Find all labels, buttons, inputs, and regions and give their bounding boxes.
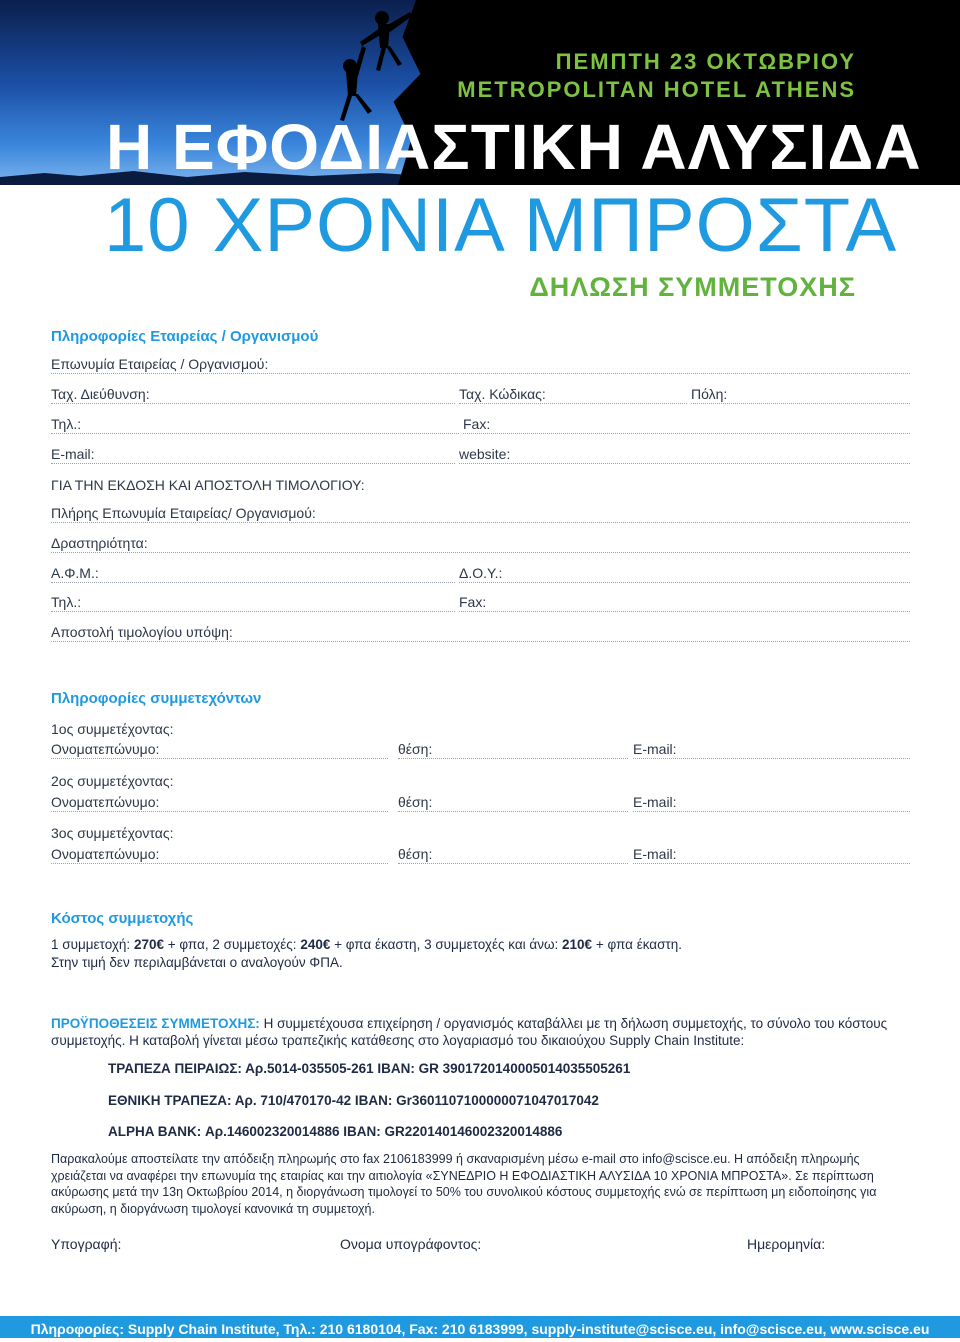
fax-field[interactable] xyxy=(463,416,910,434)
cost-text-3: + φπα έκαστη, 3 συμμετοχές και άνω: xyxy=(330,937,563,952)
fax2-label: Fax: xyxy=(459,594,487,610)
fax-line xyxy=(463,433,910,434)
email-line xyxy=(51,463,455,464)
vat-note: Στην τιμή δεν περιλαμβάνεται ο αναλογούν ΦΠΑ. xyxy=(51,955,343,970)
postal-code-line xyxy=(459,403,687,404)
tax-office-line xyxy=(459,582,910,583)
bank-national: ΕΘΝΙΚΗ ΤΡΑΠΕΖΑ: Αρ. 710/470170-42 IBAN: Gr3601107100000071047017042 xyxy=(108,1093,599,1108)
participant-position-line xyxy=(398,811,628,812)
form-title: ΔΗΛΩΣΗ ΣΥΜΜΕΤΟΧΗΣ xyxy=(529,272,856,302)
signer-name-label: Ονομα υπογράφοντος: xyxy=(340,1236,482,1252)
activity-field[interactable] xyxy=(51,535,910,553)
city-field[interactable] xyxy=(691,386,910,404)
participant-2-email-field[interactable] xyxy=(633,794,910,812)
participant-position-label: θέση: xyxy=(398,794,433,810)
participant-position-label: θέση: xyxy=(398,846,433,862)
participant-name-label: Ονοματεπώνυμο: xyxy=(51,794,160,810)
invoice-heading: ΓΙΑ ΤΗΝ ΕΚΔΟΣΗ ΚΑΙ ΑΠΟΣΤΟΛΗ ΤΙΜΟΛΟΓΙΟΥ: xyxy=(51,477,365,493)
participant-name-line xyxy=(51,758,388,759)
vat-field[interactable] xyxy=(51,565,455,583)
conditions-paragraph xyxy=(51,1015,911,1049)
invoice-attention-line xyxy=(51,641,910,642)
participant-email-line xyxy=(633,758,910,759)
city-line xyxy=(691,403,910,404)
company-section-title: Πληροφορίες Εταιρείας / Οργανισμού xyxy=(51,328,319,345)
participants-section-title: Πληροφορίες συμμετεχόντων xyxy=(51,690,262,707)
postal-code-field[interactable] xyxy=(459,386,687,404)
website-field[interactable] xyxy=(459,446,910,464)
vat-label: Α.Φ.Μ.: xyxy=(51,565,99,581)
participant-1-email-field[interactable] xyxy=(633,741,910,759)
participant-3-name-field[interactable] xyxy=(51,846,388,864)
participant-1-name-field[interactable] xyxy=(51,741,388,759)
cost-price-2: 240€ xyxy=(300,937,331,952)
bank-alpha: ALPHA BANK: Αρ.146002320014886 IBAN: GR220140146002320014886 xyxy=(108,1124,563,1139)
address-label: Ταχ. Διεύθυνση: xyxy=(51,386,150,402)
fax2-line xyxy=(459,611,910,612)
postal-code-label: Ταχ. Κώδικας: xyxy=(459,386,546,402)
website-label: website: xyxy=(459,446,511,462)
activity-label: Δραστηριότητα: xyxy=(51,535,148,551)
website-line xyxy=(459,463,910,464)
cost-text-1: 1 συμμετοχή: xyxy=(51,937,134,952)
cost-price-1: 270€ xyxy=(133,937,164,952)
date-label: Ημερομηνία: xyxy=(747,1236,826,1252)
address-field[interactable] xyxy=(51,386,455,404)
payment-notes: Παρακαλούμε αποστείλατε την απόδειξη πληρωμής στο fax 2106183999 ή σκαναρισμένη μέσω e-mail στο info@scisce.eu. Η απόδειξη πληρωμής χρειάζεται να αναφέρει την επωνυμία της εταιρίας και την αιτιολογία «ΣΥΝΕΔΡΙΟ Η ΕΦΟΔΙΑΣΤΙΚΗ ΑΛΥΣΙΔΑ 10 ΧΡΟΝΙΑ ΜΠΡΟΣΤΑ». Σε περίπτωση ακύρωσης μετά την 13η Οκτωβρίου 2014, η διοργάνωση τιμολογεί το 50% του συνολικού κόστους συμμετοχής ενώ σε περίπτωση μη ειδοποίησης για ακύρωση, η διοργάνωση τιμολογεί κανονικά τη συμμετοχή. xyxy=(51,1152,877,1216)
invoice-attention-field[interactable] xyxy=(51,624,910,642)
participant-name-label: Ονοματεπώνυμο: xyxy=(51,741,160,757)
participant-2-heading: 2ος συμμετέχοντας: xyxy=(51,773,174,789)
participant-position-label: θέση: xyxy=(398,741,433,757)
event-subtitle: 10 ΧΡΟΝΙΑ ΜΠΡΟΣΤΑ xyxy=(104,183,898,268)
participant-2-position-field[interactable] xyxy=(398,794,628,812)
participant-name-label: Ονοματεπώνυμο: xyxy=(51,846,160,862)
email-label: E-mail: xyxy=(51,446,95,462)
event-date: ΠΕΜΠΤΗ 23 ΟΚΤΩΒΡΙΟΥ xyxy=(555,49,856,74)
participant-email-label: E-mail: xyxy=(633,846,677,862)
participant-1-position-field[interactable] xyxy=(398,741,628,759)
signature-label: Υπογραφή: xyxy=(51,1236,122,1252)
cost-text-4: + φπα έκαστη. xyxy=(592,937,683,952)
participant-email-line xyxy=(633,811,910,812)
company-name-line xyxy=(51,373,910,374)
participant-email-label: E-mail: xyxy=(633,794,677,810)
invoice-attention-label: Αποστολή τιμολογίου υπόψη: xyxy=(51,624,233,640)
participant-email-label: E-mail: xyxy=(633,741,677,757)
full-name-field[interactable] xyxy=(51,505,910,523)
fax2-field[interactable] xyxy=(459,594,910,612)
phone2-line xyxy=(51,611,455,612)
phone-line xyxy=(51,433,459,434)
phone-label: Τηλ.: xyxy=(51,416,82,432)
vat-line xyxy=(51,582,455,583)
participant-email-line xyxy=(633,863,910,864)
full-name-line xyxy=(51,522,910,523)
cost-price-3: 210€ xyxy=(562,937,593,952)
header-banner xyxy=(0,0,960,185)
participant-2-name-field[interactable] xyxy=(51,794,388,812)
participant-3-heading: 3ος συμμετέχοντας: xyxy=(51,825,174,841)
bank-piraeus: ΤΡΑΠΕΖΑ ΠΕΙΡΑΙΩΣ: Αρ.5014-035505-261 IBAN: GR 3901720140005014035505261 xyxy=(108,1061,631,1076)
event-title: Η ΕΦΟΔΙΑΣΤΙΚΗ ΑΛΥΣΙΔΑ xyxy=(106,111,922,183)
participant-position-line xyxy=(398,863,628,864)
participant-1-heading: 1ος συμμετέχοντας: xyxy=(51,721,174,737)
participant-position-line xyxy=(398,758,628,759)
phone2-field[interactable] xyxy=(51,594,455,612)
city-label: Πόλη: xyxy=(691,386,728,402)
footer-contact: Πληροφορίες: Supply Chain Institute, Τηλ.: 210 6180104, Fax: 210 6183999, supply-institute@scisce.eu, info@scisce.eu, www.scisce.eu xyxy=(0,1316,960,1338)
cost-section-title: Κόστος συμμετοχής xyxy=(51,910,194,927)
tax-office-field[interactable] xyxy=(459,565,910,583)
activity-line xyxy=(51,552,910,553)
phone-field[interactable] xyxy=(51,416,459,434)
company-name-field[interactable] xyxy=(51,356,910,374)
event-venue: METROPOLITAN HOTEL ATHENS xyxy=(457,77,856,102)
cost-line xyxy=(51,937,682,952)
participant-3-position-field[interactable] xyxy=(398,846,628,864)
email-field[interactable] xyxy=(51,446,455,464)
full-name-label: Πλήρης Επωνυμία Εταιρείας/ Οργανισμού: xyxy=(51,505,316,521)
participant-name-line xyxy=(51,811,388,812)
fax-label: Fax: xyxy=(463,416,491,432)
address-line xyxy=(51,403,455,404)
participant-3-email-field[interactable] xyxy=(633,846,910,864)
phone2-label: Τηλ.: xyxy=(51,594,82,610)
participant-name-line xyxy=(51,863,388,864)
cost-text-2: + φπα, 2 συμμετοχές: xyxy=(163,937,301,952)
company-name-label: Επωνυμία Εταιρείας / Οργανισμού: xyxy=(51,356,269,372)
conditions-label: ΠΡΟΫΠΟΘΕΣΕΙΣ ΣΥΜΜΕΤΟΧΗΣ: xyxy=(51,1016,260,1031)
tax-office-label: Δ.Ο.Υ.: xyxy=(459,565,503,581)
conditions-text: Η συμμετέχουσα επιχείρηση / οργανισμός καταβάλλει με τη δήλωση συμμετοχής, το σύνολο του κόστους συμμετοχής. Η καταβολή γίνεται μέσω τραπεζικής κατάθεσης στο λογαριασμό του δικαιούχου Supply Chain Institute: xyxy=(51,1016,888,1048)
